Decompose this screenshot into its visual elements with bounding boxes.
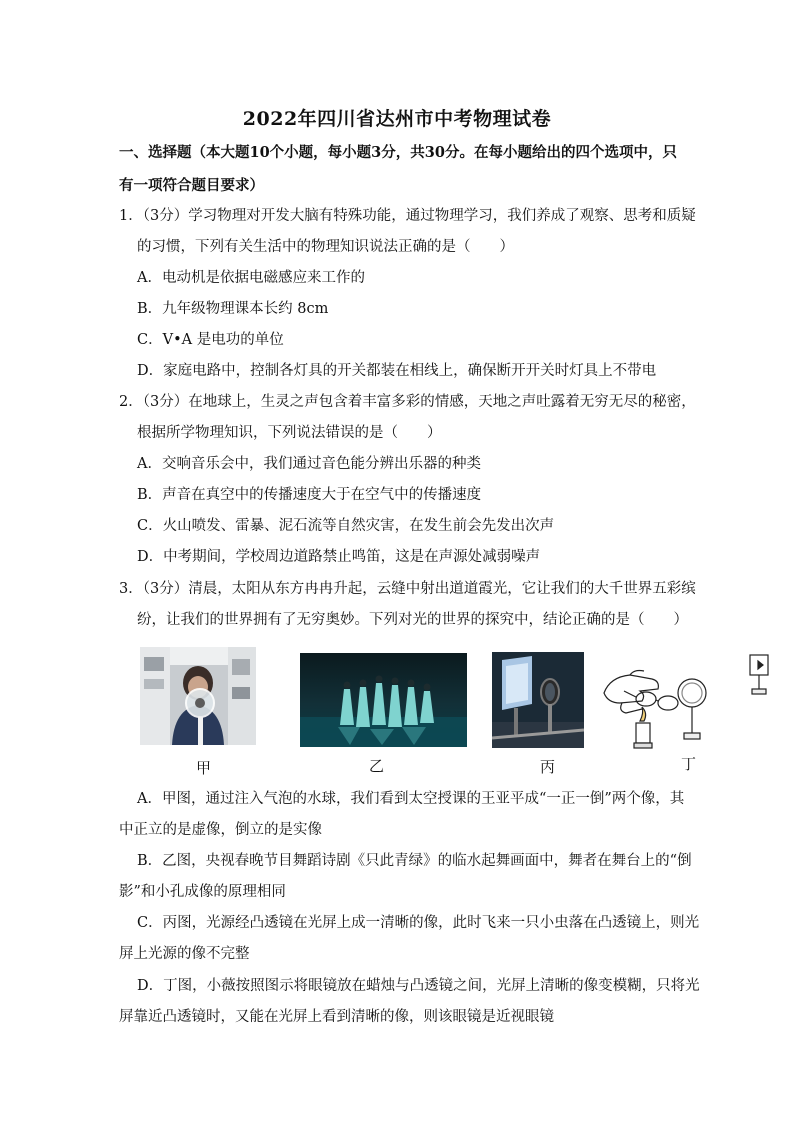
q1-option-b: B．九年级物理课本长约 8cm — [137, 301, 329, 317]
q3-option-a-line2: 中正立的是虚像，倒立的是实像 — [119, 822, 322, 838]
q3-option-b-line1: B．乙图，央视春晚节目舞蹈诗剧《只此青绿》的临水起舞画面中，舞者在舞台上的“倒 — [137, 853, 692, 869]
q2-stem-line2: 根据所学物理知识，下列说法错误的是（ ） — [137, 425, 442, 441]
q3-stem-line1: 3．（3分）清晨，太阳从东方冉冉升起，云缝中射出道道霞光，它让我们的大千世界五彩缤 — [119, 581, 696, 597]
q1-stem-line2: 的习惯，下列有关生活中的物理知识说法正确的是（ ） — [137, 239, 514, 255]
q3-stem-line2: 纷，让我们的世界拥有了无穷奥妙。下列对光的世界的探究中，结论正确的是（ ） — [137, 612, 688, 628]
q2-option-c: C．火山喷发、雷暴、泥石流等自然灾害，在发生前会先发出次声 — [137, 518, 555, 534]
page-title: 2022年四川省达州市中考物理试卷 — [242, 108, 552, 130]
q3-option-c-line2: 屏上光源的像不完整 — [119, 946, 250, 962]
q1-option-a: A．电动机是依据电磁感应来工作的 — [137, 270, 365, 286]
figure-ding-drawing — [600, 651, 786, 751]
section-header-line1: 一、选择题（本大题10个小题，每小题3分，共30分。在每小题给出的四个选项中，只 — [119, 144, 677, 161]
section-header-line2: 有一项符合题目要求） — [119, 177, 264, 194]
figure-yi-caption: 乙 — [369, 757, 385, 775]
figure-ding-caption: 丁 — [681, 755, 697, 773]
q2-option-b: B．声音在真空中的传播速度大于在空气中的传播速度 — [137, 487, 482, 503]
q3-option-d-line2: 屏靠近凸透镜时，又能在光屏上看到清晰的像，则该眼镜是近视眼镜 — [119, 1009, 554, 1025]
figure-bing-caption: 丙 — [540, 758, 556, 776]
q3-option-b-line2: 影”和小孔成像的原理相同 — [119, 884, 286, 900]
figure-yi-photo — [300, 653, 467, 747]
q3-option-a-line1: A．甲图，通过注入气泡的水球，我们看到太空授课的王亚平成“一正一倒”两个像，其 — [137, 791, 685, 807]
q3-option-c-line1: C．丙图，光源经凸透镜在光屏上成一清晰的像，此时飞来一只小虫落在凸透镜上，则光 — [137, 915, 700, 931]
q1-option-d: D．家庭电路中，控制各灯具的开关都装在相线上，确保断开开关时灯具上不带电 — [137, 363, 657, 379]
q2-option-d: D．中考期间，学校周边道路禁止鸣笛，这是在声源处减弱噪声 — [137, 549, 541, 565]
q2-stem-line1: 2．（3分）在地球上，生灵之声包含着丰富多彩的情感，天地之声吐露着无穷无尽的秘密， — [119, 394, 696, 410]
figure-jia-caption: 甲 — [196, 759, 212, 777]
figure-bing-photo — [492, 652, 584, 748]
q3-option-d-line1: D．丁图，小薇按照图示将眼镜放在蜡烛与凸透镜之间，光屏上清晰的像变模糊，只将光 — [137, 978, 700, 994]
figure-jia-photo — [140, 647, 256, 745]
q1-stem-line1: 1．（3分）学习物理对开发大脑有特殊功能，通过物理学习，我们养成了观察、思考和质疑 — [119, 208, 696, 224]
q1-option-c: C．V•A 是电功的单位 — [137, 332, 284, 348]
q2-option-a: A．交响音乐会中，我们通过音色能分辨出乐器的种类 — [137, 456, 481, 472]
